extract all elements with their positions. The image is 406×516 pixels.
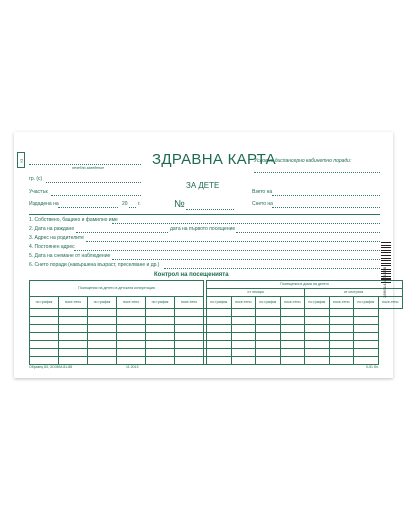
visit-cell[interactable] xyxy=(207,309,232,317)
visit-cell[interactable] xyxy=(256,357,281,365)
visit-cell[interactable] xyxy=(59,349,88,357)
footer-mid-code: 11 2013 xyxy=(126,365,139,369)
field-parents-address-line[interactable] xyxy=(86,241,380,242)
visit-cell[interactable] xyxy=(30,357,59,365)
visit-cell[interactable] xyxy=(280,317,305,325)
visit-cell[interactable] xyxy=(175,333,204,341)
year-prefix: 20 xyxy=(122,201,128,207)
footer-left-code: Образец 83, ЗОЗБМ-81-88 xyxy=(29,365,73,369)
visit-cell[interactable] xyxy=(354,357,379,365)
institution-caption: лечебно заведение xyxy=(72,166,105,170)
field-first-visit-line[interactable] xyxy=(236,232,380,233)
col-schedule-header: по график xyxy=(30,297,59,309)
visit-cell[interactable] xyxy=(207,357,232,365)
visit-cell[interactable] xyxy=(329,357,354,365)
visit-cell[interactable] xyxy=(146,309,175,317)
number-label: № xyxy=(174,199,185,210)
field-birth-date: 2. Дата на раждане xyxy=(29,226,75,232)
visit-cell[interactable] xyxy=(88,349,117,357)
visit-cell[interactable] xyxy=(30,349,59,357)
col-visited-header: посе-тено xyxy=(117,297,146,309)
visit-cell[interactable] xyxy=(329,349,354,357)
visit-cell[interactable] xyxy=(207,317,232,325)
visit-cell[interactable] xyxy=(59,325,88,333)
visit-cell[interactable] xyxy=(88,333,117,341)
col-schedule-header: по график xyxy=(88,297,117,309)
visit-cell[interactable] xyxy=(231,309,256,317)
side-code: УЗ xyxy=(20,158,24,163)
group-home-header: Посещения в дома на детето xyxy=(207,281,403,289)
barcode-bar xyxy=(381,258,391,259)
visit-cell[interactable] xyxy=(59,357,88,365)
visit-cell[interactable] xyxy=(256,317,281,325)
field-permanent-address-line[interactable] xyxy=(74,250,380,251)
visit-cell[interactable] xyxy=(305,317,330,325)
visit-cell[interactable] xyxy=(175,325,204,333)
visit-cell[interactable] xyxy=(329,333,354,341)
removed-label: Снето на xyxy=(252,201,273,207)
table-row xyxy=(30,309,403,317)
removed-line[interactable] xyxy=(272,207,380,208)
taken-line[interactable] xyxy=(272,195,380,196)
taken-label: Взето на xyxy=(252,189,273,195)
year-line[interactable] xyxy=(129,207,136,208)
visit-cell[interactable] xyxy=(146,357,175,365)
visit-cell[interactable] xyxy=(256,309,281,317)
visit-cell[interactable] xyxy=(354,309,379,317)
visit-cell[interactable] xyxy=(117,333,146,341)
field-full-name-line[interactable] xyxy=(112,223,380,224)
visit-cell[interactable] xyxy=(207,333,232,341)
barcode-bar xyxy=(381,263,391,264)
visit-cell[interactable] xyxy=(280,333,305,341)
visit-cell[interactable] xyxy=(88,317,117,325)
visit-cell[interactable] xyxy=(30,317,59,325)
city-label: гр. (с) xyxy=(29,176,43,182)
visit-cell[interactable] xyxy=(146,341,175,349)
field-full-name: 1. Собствено, бащино и фамилно име xyxy=(29,217,118,223)
barcode-bar xyxy=(381,247,391,249)
district-line[interactable] xyxy=(51,195,141,196)
page-title: ЗДРАВНА КАРТА xyxy=(152,151,276,168)
visit-cell[interactable] xyxy=(117,341,146,349)
page-subtitle: ЗА ДЕТЕ xyxy=(186,181,220,190)
visit-cell[interactable] xyxy=(146,349,175,357)
group-clinic-header: Посещения на детето в детската консултация xyxy=(30,281,204,297)
visit-cell[interactable] xyxy=(207,349,232,357)
institution-line[interactable] xyxy=(29,164,141,165)
col-visited-header: посе-тено xyxy=(175,297,204,309)
barcode-bar xyxy=(381,255,391,256)
barcode-bar xyxy=(381,250,391,251)
visit-cell[interactable] xyxy=(146,333,175,341)
field-first-visit: дата на първото посещение xyxy=(170,226,236,232)
visit-cell[interactable] xyxy=(329,317,354,325)
visit-cell[interactable] xyxy=(305,309,330,317)
issued-label: Издадена на xyxy=(29,201,59,207)
visit-cell[interactable] xyxy=(207,341,232,349)
visit-cell[interactable] xyxy=(30,325,59,333)
field-removal-date: 5. Дата на снемане от наблюдение xyxy=(29,253,111,259)
visit-cell[interactable] xyxy=(175,309,204,317)
district-label: Участък xyxy=(29,189,48,195)
visit-cell[interactable] xyxy=(305,325,330,333)
visit-cell[interactable] xyxy=(117,325,146,333)
visit-cell[interactable] xyxy=(146,317,175,325)
visit-cell[interactable] xyxy=(175,341,204,349)
visit-cell[interactable] xyxy=(30,309,59,317)
visit-cell[interactable] xyxy=(59,333,88,341)
visit-cell[interactable] xyxy=(88,325,117,333)
doctors-office-label: Условно диспансерно кабинетно поради: xyxy=(254,158,352,164)
col-schedule-header: по график xyxy=(146,297,175,309)
visit-cell[interactable] xyxy=(117,309,146,317)
visit-cell[interactable] xyxy=(256,349,281,357)
col-schedule-header: по график xyxy=(256,297,281,309)
table-row xyxy=(30,341,403,349)
field-removal-date-line[interactable] xyxy=(112,259,380,260)
visit-cell[interactable] xyxy=(88,357,117,365)
doctors-office-line[interactable] xyxy=(254,172,380,173)
col-visited-header: посе-тено xyxy=(231,297,256,309)
visit-cell[interactable] xyxy=(30,333,59,341)
issued-line[interactable] xyxy=(58,207,118,208)
city-line[interactable] xyxy=(46,182,141,183)
barcode-bar xyxy=(381,245,391,246)
col-schedule-header: по график xyxy=(305,297,330,309)
table-row xyxy=(30,317,403,325)
col-visited-header: посе-тено xyxy=(280,297,305,309)
control-title: Контрол на посещенията xyxy=(154,272,229,278)
side-code-box xyxy=(17,152,25,168)
col-schedule-header: по график xyxy=(354,297,379,309)
visit-cell[interactable] xyxy=(175,317,204,325)
sub-nurse-header: от сестрата xyxy=(305,289,403,297)
health-card xyxy=(14,132,399,378)
col-schedule-header: по график xyxy=(207,297,232,309)
visit-cell[interactable] xyxy=(354,317,379,325)
visit-cell[interactable] xyxy=(231,333,256,341)
visit-cell[interactable] xyxy=(231,325,256,333)
visit-cell[interactable] xyxy=(175,357,204,365)
visit-cell[interactable] xyxy=(175,349,204,357)
visit-cell[interactable] xyxy=(231,349,256,357)
visit-cell[interactable] xyxy=(59,309,88,317)
visit-cell[interactable] xyxy=(280,325,305,333)
visit-cell[interactable] xyxy=(117,349,146,357)
visit-cell[interactable] xyxy=(256,325,281,333)
visit-cell[interactable] xyxy=(59,317,88,325)
field-birth-date-line[interactable] xyxy=(76,232,168,233)
visit-cell[interactable] xyxy=(146,325,175,333)
barcode-bar xyxy=(381,252,391,253)
visit-cell[interactable] xyxy=(59,341,88,349)
visit-cell[interactable] xyxy=(354,341,379,349)
visit-cell[interactable] xyxy=(117,317,146,325)
visit-cell[interactable] xyxy=(354,349,379,357)
field-permanent-address: 4. Постоянен адрес xyxy=(29,244,75,250)
visit-cell[interactable] xyxy=(354,333,379,341)
visit-cell[interactable] xyxy=(207,325,232,333)
barcode-bar xyxy=(381,242,391,243)
visit-cell[interactable] xyxy=(280,309,305,317)
visit-cell[interactable] xyxy=(354,325,379,333)
table-row xyxy=(30,357,403,365)
header-separator xyxy=(29,214,380,215)
table-row xyxy=(30,325,403,333)
table-row xyxy=(30,349,403,357)
visit-cell[interactable] xyxy=(231,317,256,325)
visit-cell[interactable] xyxy=(88,341,117,349)
col-visited-header: посе-тено xyxy=(378,297,403,309)
barcode-bar xyxy=(381,260,391,261)
visits-table xyxy=(29,280,403,365)
barcode-number: 3800144801968 xyxy=(384,266,388,298)
year-suffix: г. xyxy=(138,201,141,207)
visit-cell[interactable] xyxy=(329,325,354,333)
number-line[interactable] xyxy=(186,209,234,210)
visit-cell[interactable] xyxy=(231,341,256,349)
col-visited-header: посе-тено xyxy=(59,297,88,309)
visit-cell[interactable] xyxy=(280,349,305,357)
footer-right-code: 0-51 бл. xyxy=(366,365,379,369)
table-row xyxy=(30,333,403,341)
visit-cell[interactable] xyxy=(305,357,330,365)
visit-cell[interactable] xyxy=(329,341,354,349)
sub-doctor-header: от лекаря xyxy=(207,289,305,297)
visit-cell[interactable] xyxy=(280,357,305,365)
visit-cell[interactable] xyxy=(30,341,59,349)
visit-cell[interactable] xyxy=(329,309,354,317)
visit-cell[interactable] xyxy=(280,341,305,349)
visit-cell[interactable] xyxy=(305,333,330,341)
field-removal-reason-line[interactable] xyxy=(164,268,380,269)
visit-cell[interactable] xyxy=(305,341,330,349)
visit-cell[interactable] xyxy=(305,349,330,357)
visit-cell[interactable] xyxy=(256,333,281,341)
visit-cell[interactable] xyxy=(88,309,117,317)
visit-cell[interactable] xyxy=(256,341,281,349)
col-visited-header: посе-тено xyxy=(329,297,354,309)
visit-cell[interactable] xyxy=(117,357,146,365)
visit-cell[interactable] xyxy=(231,357,256,365)
field-parents-address: 3. Адрес на родителите xyxy=(29,235,84,241)
field-removal-reason: 6. Снето поради (навършена възраст, преселване и др.) xyxy=(29,262,160,268)
